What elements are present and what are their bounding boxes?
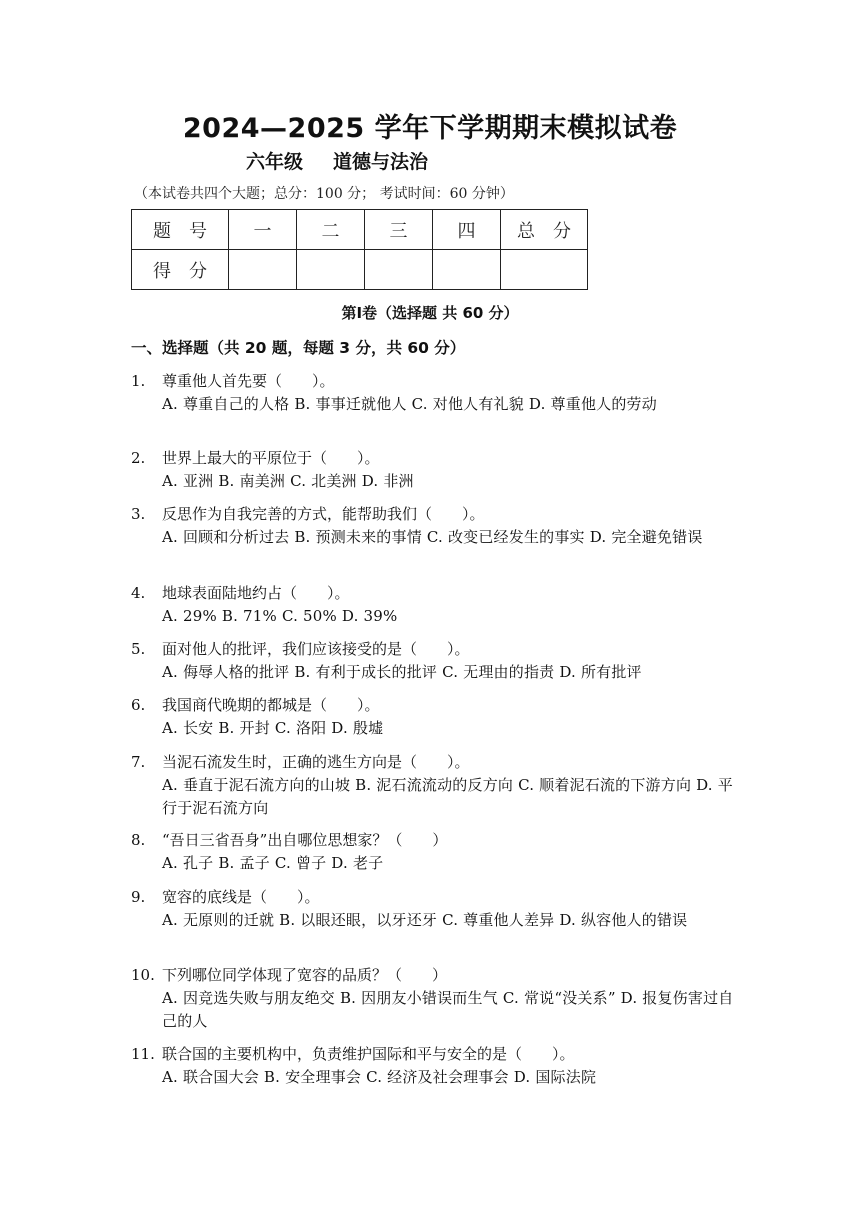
question-number: 7. [131, 753, 146, 771]
question-item [131, 1043, 731, 1089]
score-cell: 得 分 [132, 250, 229, 290]
question-item [131, 694, 731, 740]
score-cell: 题 号 [132, 210, 229, 250]
question-text: 下列哪位同学体现了宽容的品质？（ ） [162, 966, 448, 984]
score-cell: 一 [229, 210, 297, 250]
question-text: “吾日三省吾身”出自哪位思想家？（ ） [162, 831, 448, 849]
score-cell: 三 [365, 210, 433, 250]
question-options: A. 无原则的迁就 B. 以眼还眼，以牙还牙 C. 尊重他人差异 D. 纵容他人的错误 [162, 911, 688, 929]
question-text: 联合国的主要机构中，负责维护国际和平与安全的是（ ）。 [162, 1045, 575, 1063]
question-options: A. 尊重自己的人格 B. 事事迁就他人 C. 对他人有礼貌 D. 尊重他人的劳动 [162, 395, 657, 413]
question-number: 9. [131, 888, 146, 906]
exam-note: （本试卷共四个大题；总分：100 分； 考试时间：60 分钟） [134, 186, 514, 202]
part-title: 第Ⅰ卷（选择题 共 60 分） [341, 304, 519, 322]
question-item [131, 751, 731, 820]
question-number: 10. [131, 966, 155, 984]
question-number: 11. [131, 1045, 155, 1063]
question-number: 1. [131, 372, 146, 390]
question-text: 世界上最大的平原位于（ ）。 [162, 449, 380, 467]
section-title: 一、选择题（共 20 题，每题 3 分，共 60 分） [131, 339, 466, 357]
question-options: A. 回顾和分析过去 B. 预测未来的事情 C. 改变已经发生的事实 D. 完全避免错误 [162, 528, 703, 546]
question-number: 6. [131, 696, 146, 714]
exam-subtitle [246, 147, 428, 174]
question-text: 宽容的底线是（ ）。 [162, 888, 320, 906]
question-text: 我国商代晚期的都城是（ ）。 [162, 696, 380, 714]
question-options: A. 因竞选失败与朋友绝交 B. 因朋友小错误而生气 C. 常说“没关系” D. 报复伤害过自己的人 [162, 989, 734, 1030]
question-text: 当泥石流发生时，正确的逃生方向是（ ）。 [162, 753, 470, 771]
question-item [131, 829, 731, 875]
score-table [131, 209, 588, 290]
question-options: A. 孔子 B. 孟子 C. 曾子 D. 老子 [162, 854, 384, 872]
question-options: A. 联合国大会 B. 安全理事会 C. 经济及社会理事会 D. 国际法院 [162, 1068, 597, 1086]
score-input-cell [433, 250, 501, 290]
question-text: 尊重他人首先要（ ）。 [162, 372, 335, 390]
question-number: 2. [131, 449, 146, 467]
score-input-cell [501, 250, 588, 290]
question-number: 8. [131, 831, 146, 849]
exam-title: 2024—2025 学年下学期期末模拟试卷 [182, 113, 678, 144]
question-options: A. 侮辱人格的批评 B. 有利于成长的批评 C. 无理由的指责 D. 所有批评 [162, 663, 642, 681]
question-number: 4. [131, 584, 146, 602]
score-cell: 总 分 [501, 210, 588, 250]
question-options: A. 亚洲 B. 南美洲 C. 北美洲 D. 非洲 [162, 472, 414, 490]
question-item [131, 582, 731, 628]
question-options: A. 29% B. 71% C. 50% D. 39% [162, 607, 398, 625]
question-options: A. 垂直于泥石流方向的山坡 B. 泥石流流动的反方向 C. 顺着泥石流的下游方向 D. 平行于泥石流方向 [162, 776, 733, 817]
question-item [131, 638, 731, 684]
question-number: 3. [131, 505, 146, 523]
question-item [131, 964, 734, 1033]
question-text: 面对他人的批评，我们应该接受的是（ ）。 [162, 640, 470, 658]
score-table-header-row [132, 210, 588, 250]
grade-label: 六年级 [246, 151, 304, 173]
score-cell: 四 [433, 210, 501, 250]
score-cell: 二 [297, 210, 365, 250]
score-input-cell [229, 250, 297, 290]
score-table-score-row [132, 250, 588, 290]
question-text: 地球表面陆地约占（ ）。 [162, 584, 350, 602]
question-options: A. 长安 B. 开封 C. 洛阳 D. 殷墟 [162, 719, 384, 737]
score-input-cell [365, 250, 433, 290]
question-text: 反思作为自我完善的方式，能帮助我们（ ）。 [162, 505, 485, 523]
question-item [131, 503, 731, 549]
question-item [131, 370, 731, 416]
question-item [131, 447, 731, 493]
score-input-cell [297, 250, 365, 290]
subject-label: 道德与法治 [333, 151, 429, 173]
question-item [131, 886, 731, 932]
question-number: 5. [131, 640, 146, 658]
